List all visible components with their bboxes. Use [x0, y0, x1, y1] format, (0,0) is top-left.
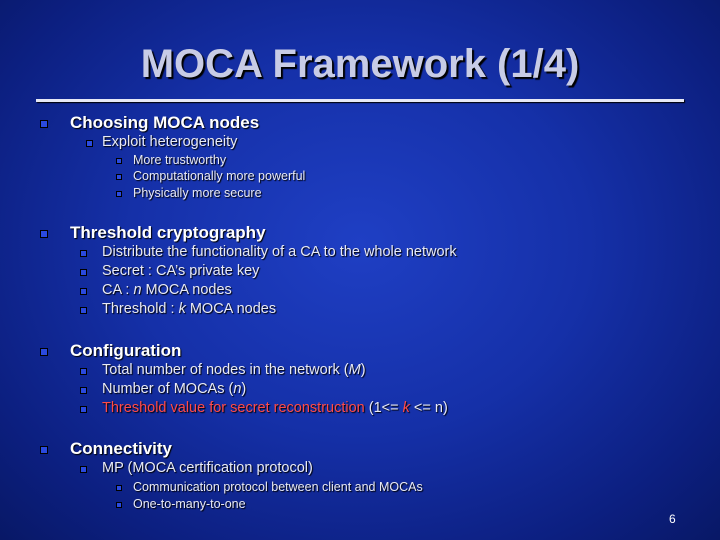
bullet-icon [80, 307, 87, 314]
sub-list-item: Computationally more powerful [133, 169, 306, 183]
bullet-icon [80, 406, 87, 413]
list-item: MP (MOCA certification protocol) [102, 460, 313, 476]
bullet-icon [80, 387, 87, 394]
page-number: 6 [669, 512, 676, 526]
bullet-icon [86, 140, 93, 147]
section-heading: Choosing MOCA nodes [70, 113, 260, 132]
bullet-icon [116, 191, 122, 197]
bullet-icon [116, 158, 122, 164]
bullet-icon [116, 502, 122, 508]
section-heading: Threshold cryptography [70, 223, 266, 242]
section-heading: Connectivity [70, 439, 173, 458]
title-divider [36, 99, 684, 102]
sub-list-item: One-to-many-to-one [133, 497, 246, 511]
bullet-icon [80, 288, 87, 295]
bullet-icon [40, 348, 48, 356]
list-item: Secret : CA’s private key [102, 263, 260, 279]
sub-list-item: Physically more secure [133, 186, 262, 200]
bullet-icon [80, 269, 87, 276]
bullet-icon [116, 174, 122, 180]
section-heading: Configuration [70, 341, 182, 360]
bullet-icon [40, 446, 48, 454]
list-item: Distribute the functionality of a CA to the whole network [102, 244, 457, 260]
bullet-icon [80, 368, 87, 375]
bullet-icon [40, 230, 48, 238]
list-item: CA : n MOCA nodes [102, 282, 232, 298]
slide-title: MOCA Framework (1/4) [140, 42, 580, 86]
bullet-icon [116, 485, 122, 491]
sub-list-item: More trustworthy [133, 153, 227, 167]
sub-list-item: Communication protocol between client and MOCAs [133, 480, 423, 494]
list-item: Threshold : k MOCA nodes [102, 301, 277, 317]
bullet-icon [80, 250, 87, 257]
list-item: Number of MOCAs (n) [102, 381, 247, 397]
list-item: Total number of nodes in the network (M) [102, 362, 366, 378]
list-item: Exploit heterogeneity [102, 134, 238, 150]
bullet-icon [80, 466, 87, 473]
list-item: Threshold value for secret reconstruction (1<= k <= n) [102, 400, 448, 416]
bullet-icon [40, 120, 48, 128]
